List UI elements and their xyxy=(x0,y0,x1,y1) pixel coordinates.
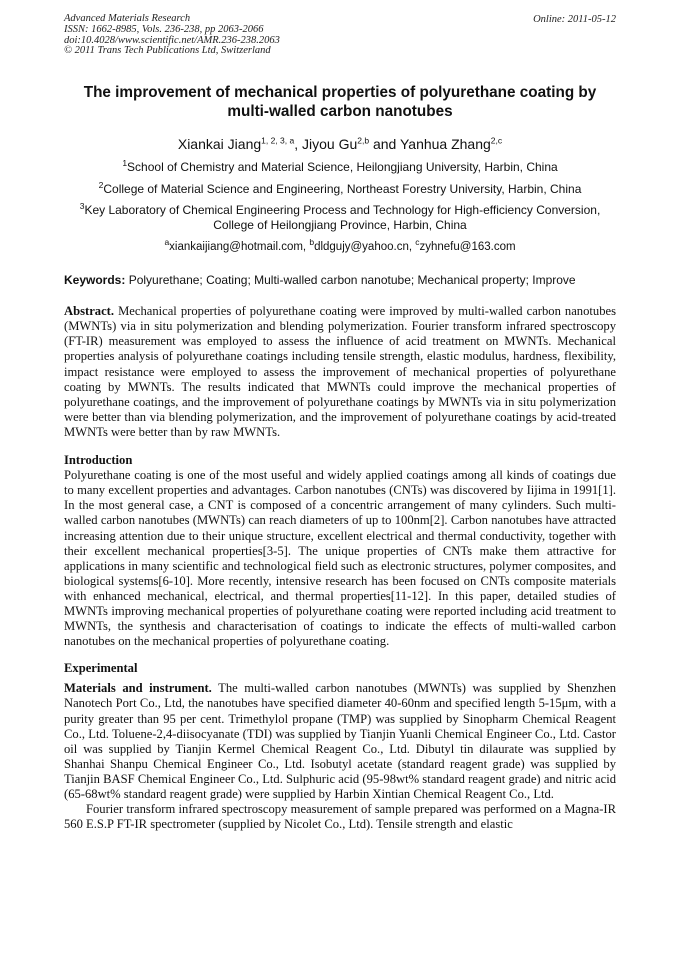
author-emails xyxy=(64,237,616,254)
affiliation-2-text: College of Material Science and Engineering, Northeast Forestry University, Harbin, China xyxy=(103,181,582,196)
email-c: zyhnefu@163.com xyxy=(419,241,516,254)
affiliation-1-mark: 1 xyxy=(122,158,128,169)
keywords-text: Polyurethane; Coating; Multi-walled carbon nanotube; Mechanical property; Improve xyxy=(125,273,576,288)
affiliation-2-mark: 2 xyxy=(98,179,104,190)
online-date: Online: 2011-05-12 xyxy=(533,14,616,25)
affiliation-1-text: School of Chemistry and Material Science, Heilongjiang University, Harbin, China xyxy=(127,160,558,175)
author-3: and Yanhua Zhang xyxy=(369,136,491,153)
author-1: Xiankai Jiang xyxy=(177,136,262,153)
keywords xyxy=(64,273,616,287)
email-b-mark: b xyxy=(309,237,315,248)
experimental-heading: Experimental xyxy=(64,661,138,676)
email-a: xiankaijiang@hotmail.com, xyxy=(169,241,310,254)
materials-paragraph xyxy=(64,681,616,802)
copyright-line: © 2011 Trans Tech Publications Ltd, Switzerland xyxy=(64,45,271,57)
ftir-paragraph: Fourier transform infrared spectroscopy measurement of sample prepared was performed on a Magna-IR 560 E.S.P FT-IR spectrometer (supplied by Nicolet Co., Ltd). Tensile strength and elastic xyxy=(64,802,616,832)
introduction-heading: Introduction xyxy=(64,453,133,468)
email-b: dldgujy@yahoo.cn, xyxy=(314,241,416,254)
affiliation-2 xyxy=(64,179,616,197)
abstract-label: Abstract. xyxy=(64,304,115,319)
doi-line: doi:10.4028/www.scientific.net/AMR.236-238.2063 xyxy=(64,34,280,46)
issn-line: ISSN: 1662-8985, Vols. 236-238, pp 2063-2066 xyxy=(64,23,264,35)
header-meta xyxy=(64,14,616,57)
affiliation-3 xyxy=(64,203,616,232)
author-2: , Jiyou Gu xyxy=(294,136,358,153)
affiliation-3-text: Key Laboratory of Chemical Engineering Process and Technology for High-efficiency Conversion, College of Heilongjiang Province, Harbin, China xyxy=(84,203,601,232)
author-list xyxy=(64,135,616,153)
paper-title: The improvement of mechanical properties of polyurethane coating by multi-walled carbon nanotubes xyxy=(83,84,597,121)
journal-name: Advanced Materials Research xyxy=(64,13,191,24)
email-a-mark: a xyxy=(164,237,170,248)
affiliation-3-mark: 3 xyxy=(79,201,85,212)
introduction-paragraph: Polyurethane coating is one of the most useful and widely applied coatings among all kinds of coatings due to many excellent properties and advantages. Carbon nanotubes (CNTs) was discovered by Iijima in 1991[1]. In the most general case, a CNT is composed of a concentric arrangement of many cylinders. Such multi-walled carbon nanotubes (MWNTs) can reach diameters of up to 100nm[2]. Carbon nanotubes have attracted increasing attention due to their unique structure, excellent electrical and thermal conductivity, together with their excellent mechanical properties[3-5]. The unique properties of CNTs make them attractive for applications in many scientific and technological field such as electronic structures, polymer composites, and biological systems[6-10]. More recently, intensive research has been focused on CNTs composite materials with enhanced mechanical, electrical, and thermal properties[11-12]. In this paper, detailed studies of MWNTs improving mechanical properties of polyurethane coating were reported including acid treatment to MWNTs, the synthesis and characterisation of coatings to indicate the effects of multi-walled carbon nanotubes on the mechanical properties of polyurethane coating. xyxy=(64,468,616,649)
paper-page xyxy=(64,14,616,832)
abstract-text: Mechanical properties of polyurethane coating were improved by multi-walled carbon nanotubes (MWNTs) via in situ polymerization and blending polymerization. Fourier transform infrared spectroscopy (FT-IR) measurement was employed to assess the influence of acid treatment on MWNTs. Mechanical properties analysis of polyurethane coatings including tensile strength, elastic modulus, hardness, flexibility, impact resistance were employed to assess the improvement of mechanical properties of polyurethane coating by MWNTs. The results indicated that MWNTs could improve the mechanical properties of polyurethane coatings, and the improvement of polyurethane coatings by MWNTs via in situ polymerization were better than via blending polymerization, and the improvement of polyurethane coatings by acid-treated MWNTs were better than by raw MWNTs. xyxy=(64,304,616,439)
author-3-marks: 2,c xyxy=(490,135,503,146)
keywords-label: Keywords: xyxy=(64,273,126,288)
email-c-mark: c xyxy=(415,237,420,248)
materials-text: The multi-walled carbon nanotubes (MWNTs) was supplied by Shenzhen Nanotech Port Co., Ltd, the nanotubes have specified diameter 40-60nm and specified length 5-15μm, with a purity greater than 95 per cent. Trimethylol propane (TMP) was supplied by Sinopharm Chemical Reagent Co., Ltd. Toluene-2,4-diisocyanate (TDI) was supplied by Tianjin Yuanli Chemical Engineer Co., Ltd. Castor oil was supplied by Tianjin Kermel Chemical Reagent Co., Ltd. Dibutyl tin dilaurate was supplied by Shanhai Shanpu Chemical Engineer Co., Ltd. Isobutyl acetate (standard reagent grade) was supplied by Tianjin BASF Chemical Engineer Co., Ltd. Sulphuric acid (95-98wt% standard reagent grade) and nitric acid (65-68wt% standard reagent grade) were supplied by Harbin Xintian Chemical Reagent Co., Ltd. xyxy=(64,681,616,801)
affiliation-1 xyxy=(64,160,616,175)
materials-label: Materials and instrument. xyxy=(64,681,212,696)
author-2-marks: 2,b xyxy=(357,135,370,146)
abstract xyxy=(64,304,616,440)
author-1-marks: 1, 2, 3, a xyxy=(261,135,295,146)
